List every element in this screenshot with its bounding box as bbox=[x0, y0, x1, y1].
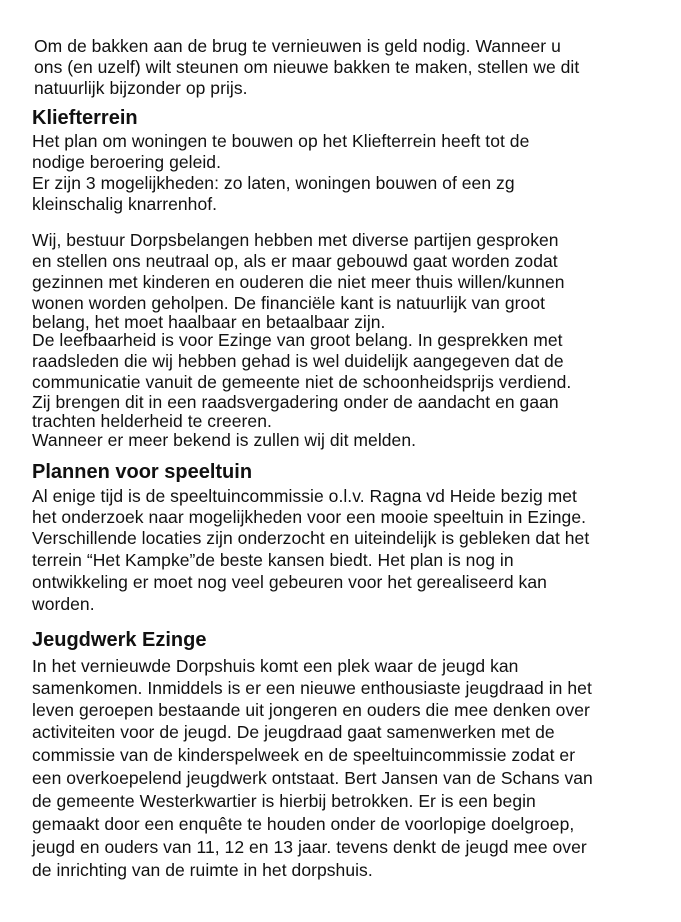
paragraph-line: nodige beroering geleid. bbox=[32, 152, 221, 172]
paragraph-line: Wanneer er meer bekend is zullen wij dit melden. bbox=[32, 430, 417, 450]
section-heading: Jeugdwerk Ezinge bbox=[32, 629, 207, 651]
paragraph-line: leven geroepen bestaande uit jongeren en ouders die mee denken over bbox=[32, 700, 590, 720]
paragraph-line: samenkomen. Inmiddels is er een nieuwe enthousiaste jeugdraad in het bbox=[32, 678, 592, 698]
paragraph-line: Het plan om woningen te bouwen op het Kliefterrein heeft tot de bbox=[32, 131, 530, 151]
paragraph-line: het onderzoek naar mogelijkheden voor een mooie speeltuin in Ezinge. bbox=[32, 507, 587, 527]
paragraph-line: Wij, bestuur Dorpsbelangen hebben met diverse partijen gesproken bbox=[32, 230, 559, 250]
paragraph-line: Er zijn 3 mogelijkheden: zo laten, woningen bouwen of een zg bbox=[32, 173, 515, 193]
paragraph-line: en stellen ons neutraal op, als er maar gebouwd gaat worden zodat bbox=[32, 251, 558, 271]
paragraph-line: activiteiten voor de jeugd. De jeugdraad gaat samenwerken met de bbox=[32, 722, 555, 742]
paragraph-line: jeugd en ouders van 11, 12 en 13 jaar. tevens denkt de jeugd mee over bbox=[32, 837, 587, 857]
paragraph-line: Zij brengen dit in een raadsvergadering onder de aandacht en gaan bbox=[32, 392, 559, 412]
section-heading: Plannen voor speeltuin bbox=[32, 461, 253, 483]
paragraph-line: trachten helderheid te creeren. bbox=[32, 411, 272, 431]
paragraph-line: belang, het moet haalbaar en betaalbaar zijn. bbox=[32, 312, 386, 332]
paragraph-line: communicatie vanuit de gemeente niet de schoonheidsprijs verdiend. bbox=[32, 372, 572, 392]
paragraph-line: terrein “Het Kampke”de beste kansen biedt. Het plan is nog in bbox=[32, 550, 514, 570]
intro-line: Om de bakken aan de brug te vernieuwen is geld nodig. Wanneer u bbox=[34, 36, 561, 56]
paragraph-line: gemaakt door een enquête te houden onder de voorlopige doelgroep, bbox=[32, 814, 575, 834]
paragraph-line: raadsleden die wij hebben gehad is wel duidelijk aangegeven dat de bbox=[32, 351, 564, 371]
intro-line: ons (en uzelf) wilt steunen om nieuwe bakken te maken, stellen we dit bbox=[34, 57, 580, 77]
paragraph-line: wonen worden geholpen. De financiële kant is natuurlijk van groot bbox=[32, 293, 546, 313]
paragraph-line: de inrichting van de ruimte in het dorpshuis. bbox=[32, 860, 373, 880]
paragraph-line: In het vernieuwde Dorpshuis komt een plek waar de jeugd kan bbox=[32, 656, 519, 676]
paragraph-line: ontwikkeling er moet nog veel gebeuren voor het gerealiseerd kan bbox=[32, 572, 547, 592]
section-heading: Kliefterrein bbox=[32, 107, 138, 129]
paragraph-line: Verschillende locaties zijn onderzocht en uiteindelijk is gebleken dat het bbox=[32, 528, 590, 548]
paragraph-line: een overkoepelend jeugdwerk ontstaat. Bert Jansen van de Schans van bbox=[32, 768, 593, 788]
paragraph-line: de gemeente Westerkwartier is hierbij betrokken. Er is een begin bbox=[32, 791, 536, 811]
paragraph-line: kleinschalig knarrenhof. bbox=[32, 194, 218, 214]
paragraph-line: gezinnen met kinderen en ouderen die niet meer thuis willen/kunnen bbox=[32, 272, 565, 292]
intro-line: natuurlijk bijzonder op prijs. bbox=[34, 78, 248, 98]
paragraph-line: commissie van de kinderspelweek en de speeltuincommissie zodat er bbox=[32, 745, 576, 765]
paragraph-line: worden. bbox=[32, 594, 95, 614]
paragraph-line: De leefbaarheid is voor Ezinge van groot belang. In gesprekken met bbox=[32, 330, 563, 350]
paragraph-line: Al enige tijd is de speeltuincommissie o.l.v. Ragna vd Heide bezig met bbox=[32, 486, 577, 506]
